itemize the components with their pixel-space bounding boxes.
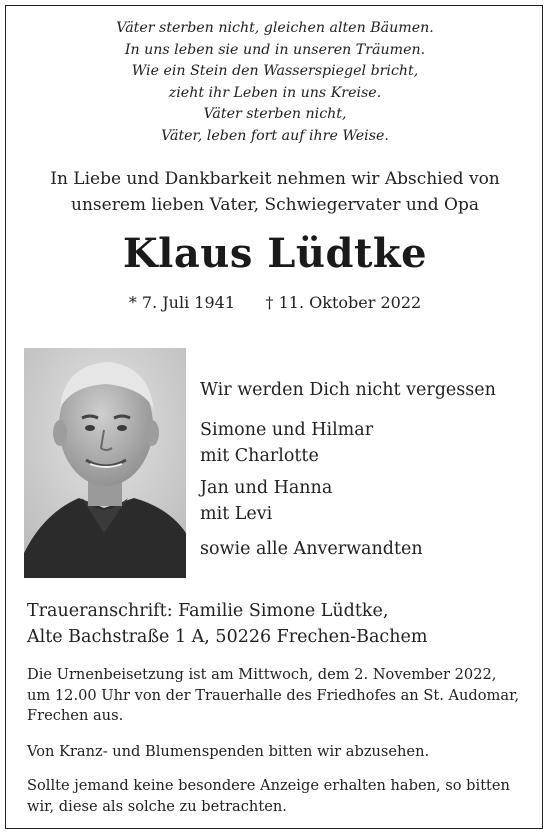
- life-dates: [0, 293, 550, 312]
- mourning-address: [27, 598, 427, 650]
- burial-notice: [27, 665, 519, 727]
- announcement-line: Sollte jemand keine besondere Anzeige erhalten haben, so bitten: [27, 777, 510, 794]
- portrait-photo: [24, 348, 186, 578]
- burial-line: Frechen aus.: [27, 707, 124, 724]
- burial-line: Die Urnenbeisetzung ist am Mittwoch, dem 2. November 2022,: [27, 666, 497, 683]
- mourner-line: mit Levi: [200, 504, 273, 524]
- mourner-line: mit Charlotte: [200, 446, 319, 466]
- poem-line: Wie ein Stein den Wasserspiegel bricht,: [131, 63, 419, 80]
- poem-line: zieht ihr Leben in uns Kreise.: [168, 84, 382, 101]
- intro-line: In Liebe und Dankbarkeit nehmen wir Abschied von: [50, 169, 500, 189]
- birth-date: * 7. Juli 1941: [128, 293, 236, 312]
- poem-line: Väter, leben fort auf ihre Weise.: [161, 127, 389, 144]
- poem-line: In uns leben sie und in unseren Träumen.: [124, 41, 426, 58]
- announcement-line: wir, diese als solche zu betrachten.: [27, 797, 287, 815]
- intro-text: [0, 166, 550, 218]
- portrait-image: [24, 348, 186, 578]
- announcement-notice: [27, 776, 510, 817]
- mourner-line: Simone und Hilmar: [200, 420, 374, 440]
- mourner-line: sowie alle Anverwandten: [200, 539, 423, 559]
- flowers-notice: Von Kranz- und Blumenspenden bitten wir abzusehen.: [27, 743, 430, 760]
- mourners-heading: Wir werden Dich nicht vergessen: [200, 380, 496, 400]
- burial-line: um 12.00 Uhr von der Trauerhalle des Friedhofes an St. Audomar,: [27, 686, 520, 704]
- intro-line: unserem lieben Vater, Schwiegervater und Opa: [71, 195, 479, 215]
- address-line: Alte Bachstraße 1 A, 50226 Frechen-Bachem: [27, 627, 428, 647]
- deceased-name: Klaus Lüdtke: [122, 230, 428, 277]
- poem-line: Väter sterben nicht, gleichen alten Bäumen.: [116, 20, 434, 36]
- poem-line: Väter sterben nicht,: [203, 106, 347, 123]
- mourner-line: Jan und Hanna: [200, 478, 333, 498]
- address-line: Traueranschrift: Familie Simone Lüdtke,: [27, 601, 389, 621]
- death-date: † 11. Oktober 2022: [265, 293, 422, 312]
- poem: [0, 18, 550, 148]
